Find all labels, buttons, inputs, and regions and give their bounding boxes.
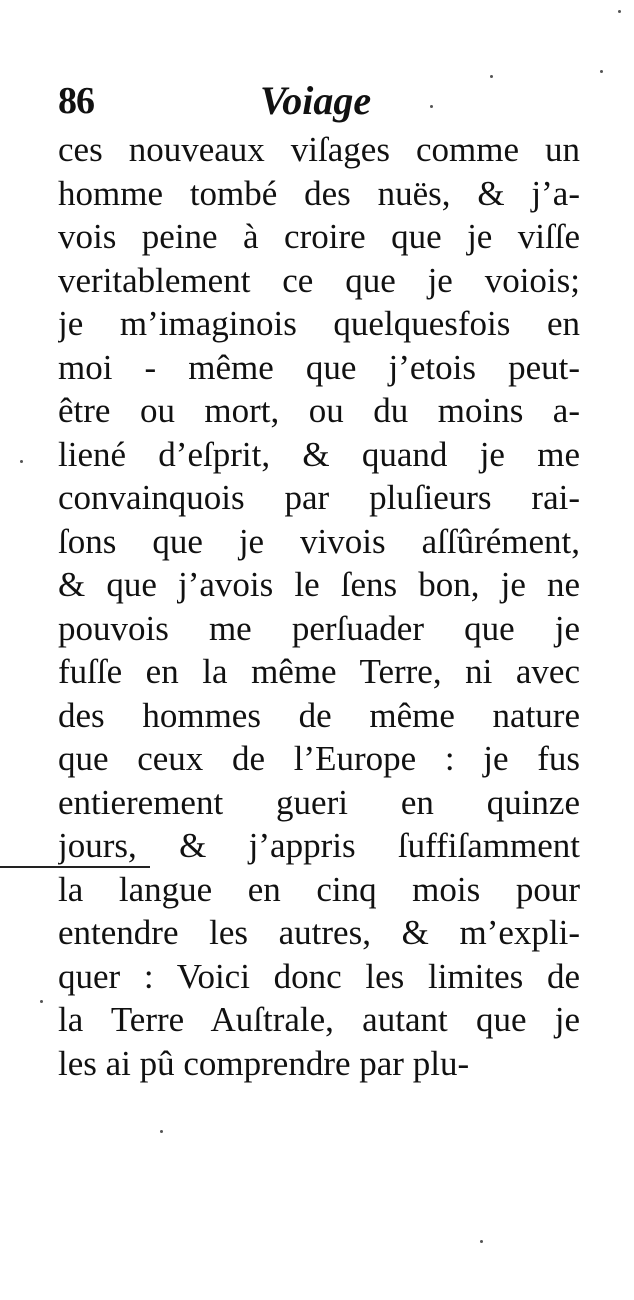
- text-line: homme tombé des nuës, & j’a-: [58, 173, 580, 213]
- text-line: je m’imaginois quelquesfois en: [58, 304, 580, 343]
- text-line: quer : Voici donc les limites de: [58, 956, 580, 996]
- ink-speck: [618, 10, 621, 13]
- ink-speck: [160, 1130, 163, 1133]
- running-head: Voiage: [260, 78, 372, 123]
- page-header: [58, 78, 578, 128]
- ink-stroke: [0, 866, 150, 868]
- text-line: ſons que je vivois aſſûrément,: [58, 521, 580, 561]
- text-line: que ceux de l’Europe : je fus: [58, 739, 580, 778]
- text-line: & que j’avois le ſens bon, je ne: [58, 565, 580, 604]
- text-line: la Terre Auſtrale, autant que je: [58, 1000, 580, 1039]
- ink-speck: [40, 1000, 43, 1003]
- text-line: jours, & j’appris ſuffiſamment: [58, 826, 580, 865]
- ink-speck: [20, 460, 23, 463]
- text-line: ces nouveaux viſages comme un: [58, 130, 580, 169]
- text-line: les ai pû comprendre par plu-: [58, 1043, 470, 1083]
- page-number: 86: [58, 80, 94, 122]
- text-line: veritablement ce que je voiois;: [58, 260, 580, 300]
- ink-speck: [490, 75, 493, 78]
- ink-speck: [600, 70, 603, 73]
- text-line: convainquois par pluſieurs rai-: [58, 478, 580, 517]
- text-line: fuſſe en la même Terre, ni avec: [58, 652, 580, 691]
- text-line: la langue en cinq mois pour: [58, 869, 580, 909]
- text-line: pouvois me perſuader que je: [58, 608, 580, 648]
- text-line: entendre les autres, & m’expli-: [58, 913, 580, 952]
- ink-speck: [430, 105, 433, 108]
- text-line: être ou mort, ou du moins a-: [58, 391, 580, 430]
- text-line: entierement gueri en quinze: [58, 782, 580, 822]
- body-text: [58, 128, 580, 1085]
- text-line: des hommes de même nature: [58, 695, 580, 735]
- text-line: vois peine à croire que je viſſe: [58, 217, 580, 256]
- text-line: liené d’eſprit, & quand je me: [58, 434, 580, 474]
- ink-speck: [480, 1240, 483, 1243]
- text-line: moi - même que j’etois peut-: [58, 347, 580, 387]
